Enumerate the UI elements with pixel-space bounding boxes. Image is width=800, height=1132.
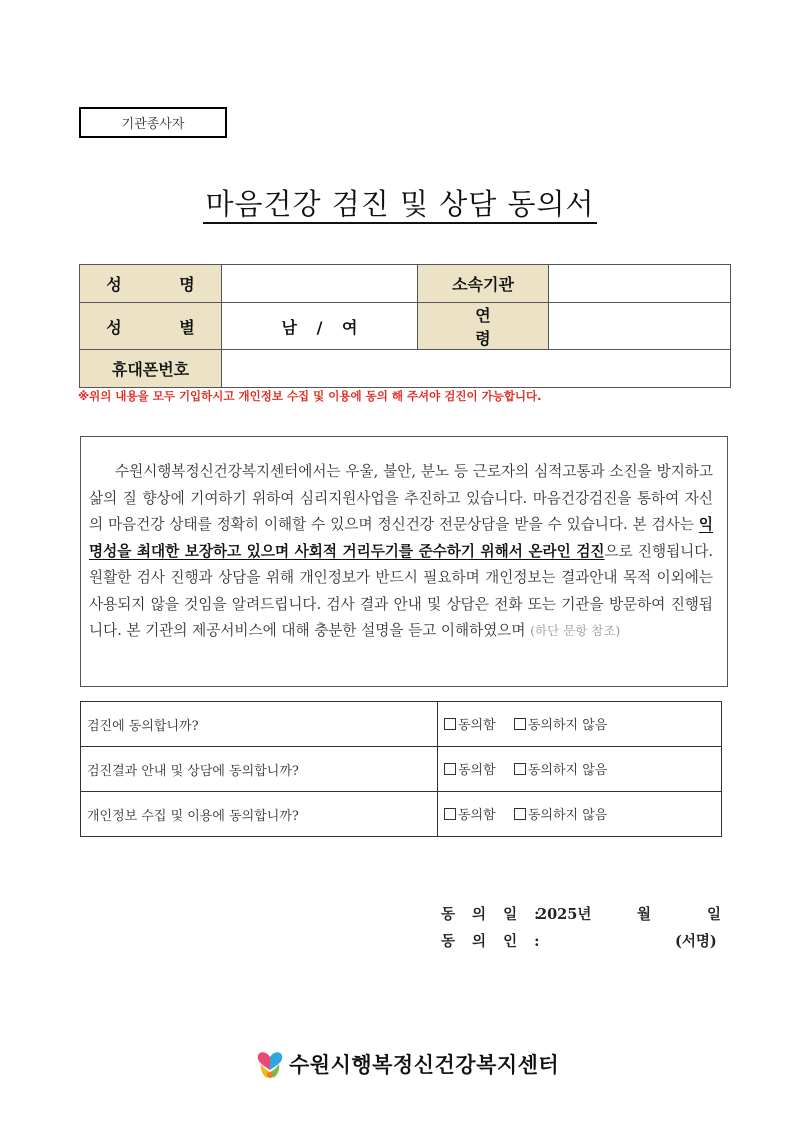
organization-field[interactable] bbox=[549, 265, 731, 303]
consent-date-line bbox=[441, 903, 726, 924]
personal-info-table bbox=[79, 264, 731, 388]
name-label: 성 명 bbox=[80, 265, 222, 303]
gender-label: 성 별 bbox=[80, 303, 222, 350]
consent-day-label[interactable]: 일 bbox=[707, 906, 722, 923]
form-category-tag: 기관종사자 bbox=[79, 107, 227, 138]
consent-row-checkup bbox=[81, 702, 722, 747]
checkbox-icon bbox=[514, 763, 526, 775]
consent-question: 검진결과 안내 및 상담에 동의합니까? bbox=[81, 747, 438, 792]
name-field[interactable] bbox=[222, 265, 418, 303]
age-field[interactable] bbox=[549, 303, 731, 350]
form-title: 마음건강 검진 및 상담 동의서 bbox=[0, 182, 800, 223]
phone-label: 휴대폰번호 bbox=[80, 350, 222, 388]
consent-table bbox=[80, 701, 722, 837]
agree-checkbox[interactable]: 동의함 bbox=[444, 804, 496, 823]
disagree-checkbox[interactable]: 동의하지 않음 bbox=[514, 759, 607, 778]
emphasized-text: 익명성을 최대한 보장하고 있으며 사회적 거리두기를 준수하기 위해서 온라인 검진 bbox=[89, 516, 713, 560]
consent-date-label: 동 의 일 : bbox=[441, 906, 546, 923]
description-text: 수원시행복정신건강복지센터에서는 우울, 불안, 분노 등 근로자의 심적고통과 소진을 방지하고 삶의 질 향상에 기여하기 위하여 심리지원사업을 추진하고 있습니다. 마음건강검진을 통하여 자신의 마음건강 상태를 정확히 이해할 수 있으며 정신건강 전문상담을 받을 수 있습니다. 본 검사는 익명성을 최대한 보장하고 있으며 사회적 거리두기를 준수하기 위해서 온라인 검진으로 진행됩니다. 원활한 검사 진행과 상담을 위해 개인정보가 반드시 필요하며 개인정보는 결과안내 목적 이외에는 사용되지 않을 것임을 알려드립니다. 검사 결과 안내 및 상담은 전화 또는 기관을 방문하여 진행됩니다. 본 기관의 제공서비스에 대해 충분한 설명을 듣고 이해하였으며 (하단 문항 참조) bbox=[89, 463, 714, 639]
reference-note: (하단 문항 참조) bbox=[530, 623, 621, 638]
required-notice: ※위의 내용을 모두 기입하시고 개인정보 수집 및 이용에 동의 해 주셔야 검진이 가능합니다. bbox=[78, 389, 542, 403]
center-logo-icon bbox=[255, 1048, 285, 1080]
checkbox-icon bbox=[514, 808, 526, 820]
disagree-checkbox[interactable]: 동의하지 않음 bbox=[514, 714, 607, 733]
organization-label: 소속기관 bbox=[418, 265, 549, 303]
consent-month-label[interactable]: 월 bbox=[637, 906, 652, 923]
agree-checkbox[interactable]: 동의함 bbox=[444, 759, 496, 778]
consent-question: 검진에 동의합니까? bbox=[81, 702, 438, 747]
checkbox-icon bbox=[444, 718, 456, 730]
agree-checkbox[interactable]: 동의함 bbox=[444, 714, 496, 733]
description-box bbox=[80, 436, 728, 687]
checkbox-icon bbox=[444, 763, 456, 775]
center-logo bbox=[255, 1048, 559, 1080]
consent-row-privacy bbox=[81, 792, 722, 837]
checkbox-icon bbox=[444, 808, 456, 820]
age-label: 연 령 bbox=[418, 303, 549, 350]
consent-signer-line bbox=[441, 930, 726, 951]
phone-field[interactable] bbox=[222, 350, 731, 388]
disagree-checkbox[interactable]: 동의하지 않음 bbox=[514, 804, 607, 823]
signature-hint[interactable]: (서명) bbox=[675, 933, 717, 950]
consent-signer-label: 동 의 인 : bbox=[441, 933, 546, 950]
consent-question: 개인정보 수집 및 이용에 동의합니까? bbox=[81, 792, 438, 837]
gender-field[interactable]: 남 / 여 bbox=[222, 303, 418, 350]
consent-row-counseling bbox=[81, 747, 722, 792]
center-name: 수원시행복정신건강복지센터 bbox=[289, 1053, 560, 1077]
checkbox-icon bbox=[514, 718, 526, 730]
consent-year: 2025년 bbox=[537, 906, 592, 923]
